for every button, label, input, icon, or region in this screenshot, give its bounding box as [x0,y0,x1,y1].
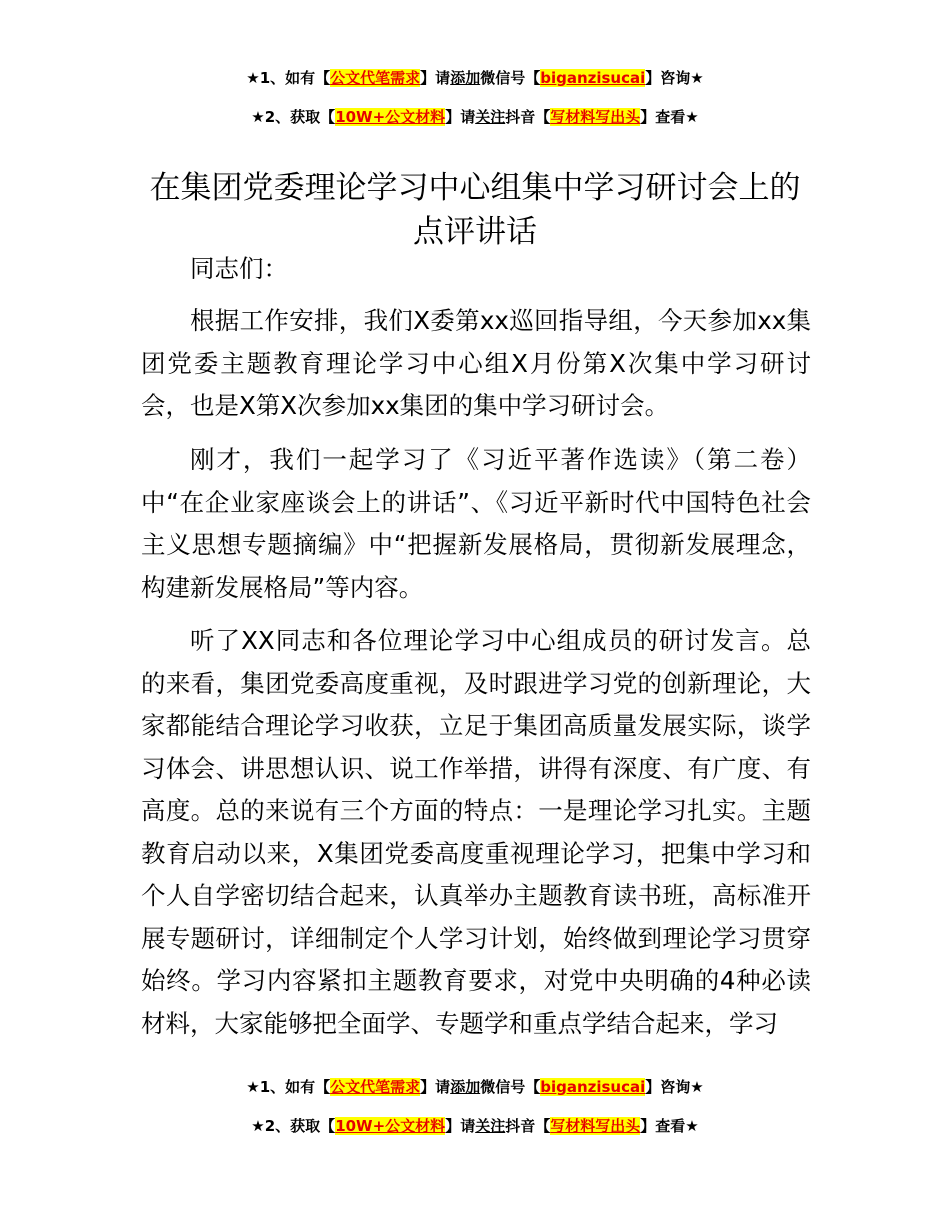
salutation: 同志们： [190,254,288,283]
promo-text: 】请 [420,1078,451,1096]
promo-highlight: 公文代笔需求 [330,1078,421,1096]
promo-underline: 关注 [475,1117,506,1135]
promo-text: 微信号【 [480,69,541,87]
promo-highlight: 公文代笔需求 [330,69,421,87]
promo-text: 抖音【 [505,1117,551,1135]
document-title: 在集团党委理论学习中心组集中学习研讨会上的点评讲话 [149,169,801,250]
promo-highlight: 10W+公文材料 [335,1117,446,1135]
header-promo-line-2 [0,107,950,127]
promo-underline: 添加 [450,1078,481,1096]
promo-text: 】请 [445,108,476,126]
promo-text: 】咨询★ [645,1078,704,1096]
body-paragraph-3: 听了XX同志和各位理论学习中心组成员的研讨发言。总的来看，集团党委高度重视，及时跟进学习党的创新理论，大家都能结合理论学习收获，立足于集团高质量发展实际，谈学习体会、讲思想认识、说工作举措，讲得有深度、有广度、有高度。总的来说有三个方面的特点：一是理论学习扎实。主题教育启动以来，X集团党委高度重视理论学习，把集中学习和个人自学密切结合起来，认真举办主题教育读书班，高标准开展专题研讨，详细制定个人学习计划，始终做到理论学习贯穿始终。学习内容紧扣主题教育要求，对党中央明确的4种必读材料，大家能够把全面学、专题学和重点学结合起来，学习 [141,626,811,1038]
promo-text: 】请 [420,69,451,87]
promo-wechat-id: biganzisucai [540,1078,646,1096]
promo-text: 微信号【 [480,1078,541,1096]
footer-promo-line-1 [0,1077,950,1097]
body-paragraph-2: 刚才，我们一起学习了《习近平著作选读》（第二卷）中“在企业家座谈会上的讲话”、《习近平新时代中国特色社会主义思想专题摘编》中“把握新发展格局，贯彻新发展理念，构建新发展格局”等内容。 [141,445,811,602]
body-paragraph-1: 根据工作安排，我们X委第xx巡回指导组，今天参加xx集团党委主题教育理论学习中心组X月份第X次集中学习研讨会，也是X第X次参加xx集团的集中学习研讨会。 [141,306,811,420]
promo-wechat-id: biganzisucai [540,69,646,87]
promo-text: 】查看★ [640,1117,699,1135]
promo-douyin-account: 写材料写出头 [550,1117,641,1135]
promo-text: ★1、如有【 [246,69,331,87]
promo-text: ★2、获取【 [251,1117,336,1135]
promo-text: 】查看★ [640,108,699,126]
promo-text: 】请 [445,1117,476,1135]
promo-text: 】咨询★ [645,69,704,87]
promo-underline: 关注 [475,108,506,126]
header-promo-line-1 [0,68,950,88]
promo-text: ★2、获取【 [251,108,336,126]
promo-douyin-account: 写材料写出头 [550,108,641,126]
promo-underline: 添加 [450,69,481,87]
promo-highlight: 10W+公文材料 [335,108,446,126]
footer-promo-line-2 [0,1116,950,1136]
promo-text: 抖音【 [505,108,551,126]
promo-text: ★1、如有【 [246,1078,331,1096]
